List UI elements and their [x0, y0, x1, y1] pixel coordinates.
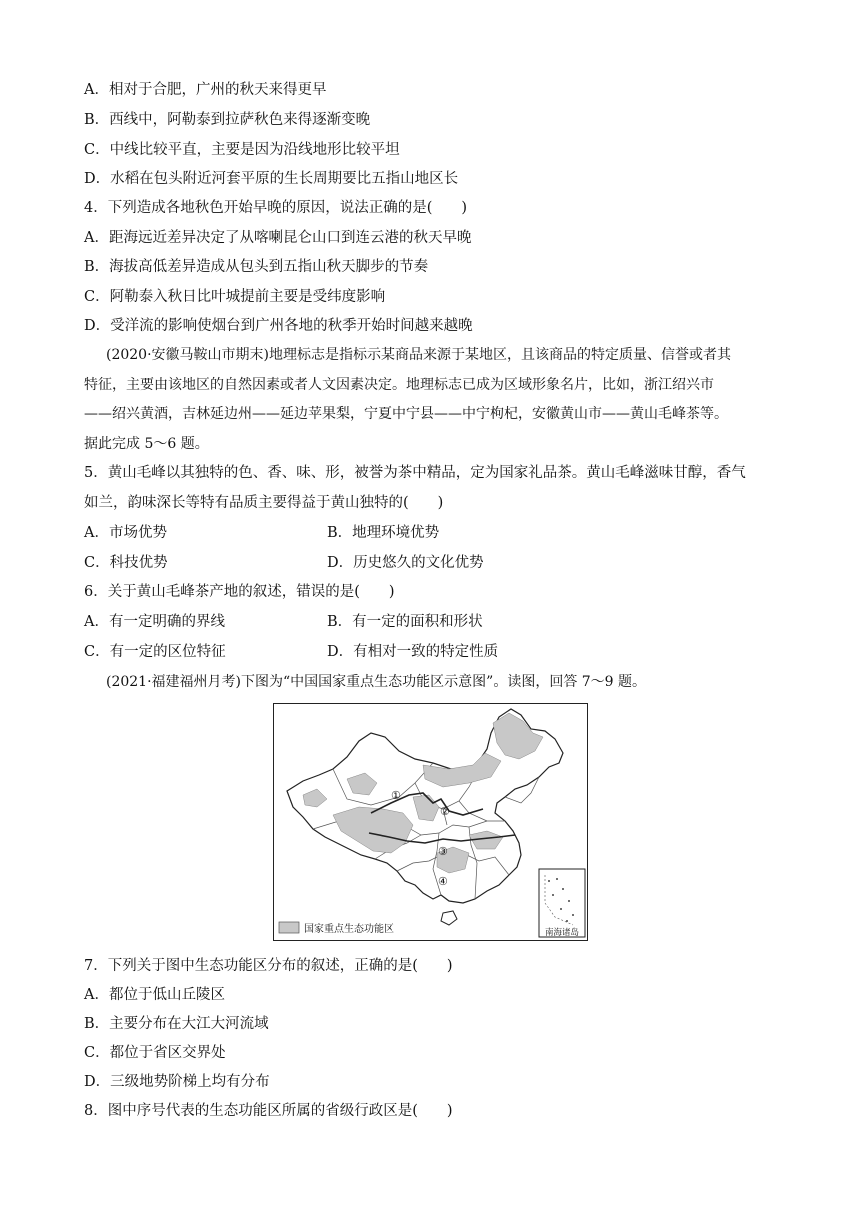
passage1-line2: 特征，主要由该地区的自然因素或者人文因素决定。地理标志已成为区域形象名片，比如，浙江绍兴市	[84, 376, 714, 393]
q3-option-a: A．相对于合肥，广州的秋天来得更早	[84, 82, 327, 98]
inset-label: 南海诸岛	[544, 928, 580, 938]
q7-stem: 7．下列关于图中生态功能区分布的叙述，正确的是( )	[84, 958, 453, 974]
q4-option-d: D．受洋流的影响使烟台到广州各地的秋季开始时间越来越晚	[84, 318, 473, 334]
q6-stem: 6．关于黄山毛峰茶产地的叙述，错误的是( )	[84, 584, 395, 600]
passage-geographic-indication	[84, 341, 776, 459]
china-ecological-map	[273, 703, 588, 941]
q5-stem-line1: 5．黄山毛峰以其独特的色、香、味、形，被誉为茶中精品，定为国家礼品茶。黄山毛峰滋味甘醇，香气	[84, 465, 746, 481]
q6-option-b: B．有一定的面积和形状	[327, 614, 483, 630]
marker-2: ②	[440, 805, 450, 818]
passage-map-intro: (2021·福建福州月考)下图为“中国国家重点生态功能区示意图”。读图，回答 7～9 题。	[106, 674, 647, 690]
q4-stem: 4．下列造成各地秋色开始早晚的原因，说法正确的是( )	[84, 200, 468, 216]
legend-label: 国家重点生态功能区	[304, 924, 394, 935]
q6-option-d: D．有相对一致的特定性质	[327, 644, 499, 660]
q5-option-c: C．科技优势	[84, 555, 168, 571]
q7-option-c: C．都位于省区交界处	[84, 1045, 226, 1061]
marker-1: ①	[391, 789, 401, 802]
q4-option-c: C．阿勒泰入秋日比叶城提前主要是受纬度影响	[84, 289, 386, 305]
passage1-line3: ——绍兴黄酒，吉林延边州——延边苹果梨，宁夏中宁县——中宁枸杞，安徽黄山市——黄山毛峰茶等。	[84, 406, 728, 422]
passage1-line4: 据此完成 5～6 题。	[84, 435, 209, 452]
q4-option-b: B．海拔高低差异造成从包头到五指山秋天脚步的节奏	[84, 259, 429, 275]
q7-option-b: B．主要分布在大江大河流域	[84, 1016, 269, 1032]
marker-3: ③	[438, 845, 448, 858]
q5-option-d: D．历史悠久的文化优势	[327, 555, 484, 571]
q6-option-c: C．有一定的区位特征	[84, 644, 226, 660]
legend-swatch	[279, 922, 299, 933]
q5-option-b: B．地理环境优势	[327, 525, 440, 541]
q4-option-a: A．距海远近差异决定了从喀喇昆仑山口到连云港的秋天早晚	[84, 230, 472, 246]
q3-option-c: C．中线比较平直，主要是因为沿线地形比较平坦	[84, 142, 400, 158]
q7-option-a: A．都位于低山丘陵区	[84, 987, 225, 1003]
q7-option-d: D．三级地势阶梯上均有分布	[84, 1074, 270, 1090]
q3-option-d: D．水稻在包头附近河套平原的生长周期要比五指山地区长	[84, 171, 459, 187]
q3-option-b: B．西线中，阿勒泰到拉萨秋色来得逐渐变晚	[84, 112, 371, 128]
q5-option-a: A．市场优势	[84, 525, 167, 541]
marker-4: ④	[438, 875, 448, 888]
passage1-line1: (2020·安徽马鞍山市期末)地理标志是指标示某商品来源于某地区，且该商品的特定质量、信誉或者其	[106, 347, 732, 363]
q5-stem-line2: 如兰，韵味深长等特有品质主要得益于黄山独特的( )	[84, 495, 444, 511]
q8-stem: 8．图中序号代表的生态功能区所属的省级行政区是( )	[84, 1103, 453, 1119]
q6-option-a: A．有一定明确的界线	[84, 614, 225, 630]
south-sea-inset	[539, 869, 585, 937]
